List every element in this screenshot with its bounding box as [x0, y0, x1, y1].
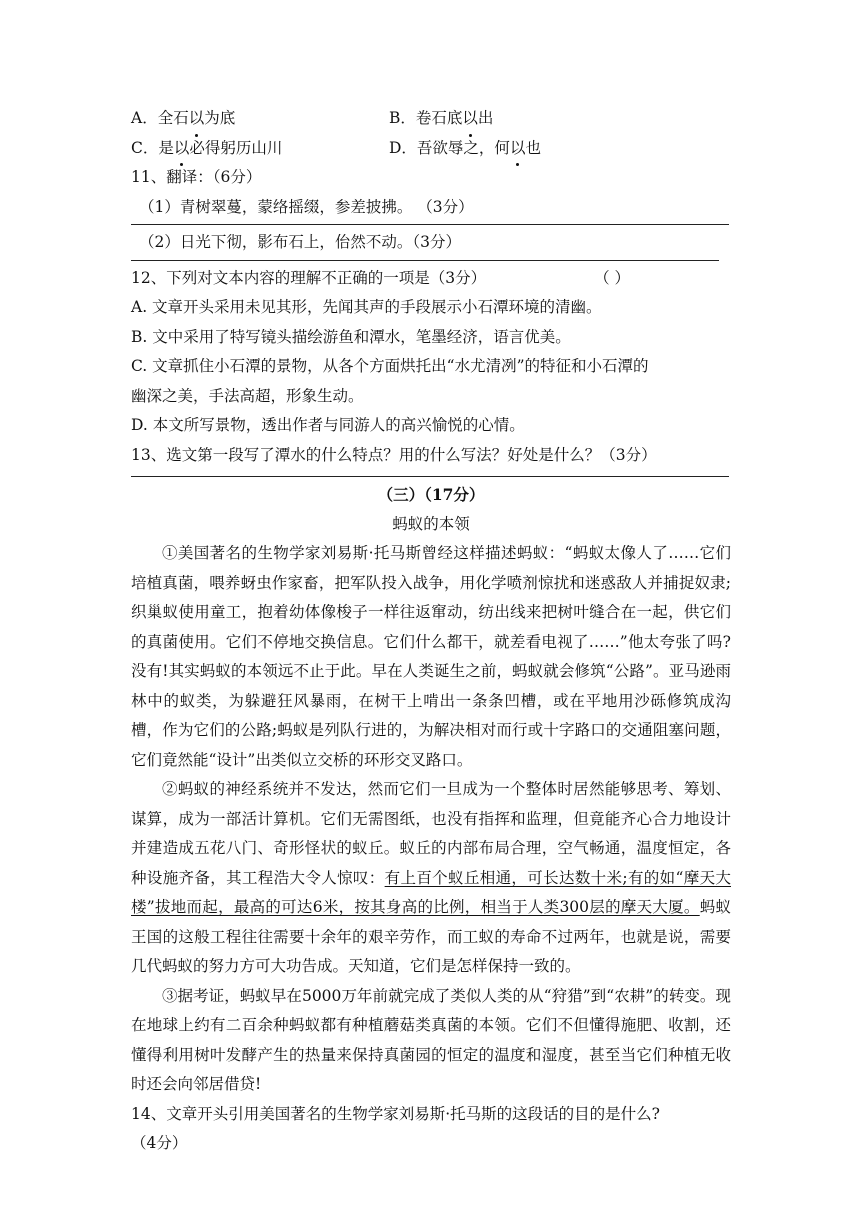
q10-option-a: A．全石以为底 [131, 104, 389, 134]
passage-title: 蚂蚁的本领 [392, 514, 470, 533]
q12-option-c-line-1: C. 文章抓住小石潭的景物，从各个方面烘托出“水尤清冽”的特征和小石潭的 [131, 357, 649, 375]
passage-paragraph-1: ①美国著名的生物学家刘易斯·托马斯曾经这样描述蚂蚁：“蚂蚁太像人了……它们培植真菌，喂养蚜虫作家畜，把军队投入战争，用化学喷剂惊扰和迷惑敌人并捕捉奴隶;织巢蚁使用童工，抱着幼体像梭子一样往返窜动，纺出线来把树叶缝合在一起，供它们的真菌使用。它们不停地交换信息。它们什么都干，就差看电视了……”他太夸张了吗?没有!其实蚂蚁的本领远不止于此。早在人类诞生之前，蚂蚁就会修筑“公路”。亚马逊雨林中的蚁类，为躲避狂风暴雨，在树干上啃出一条条凹槽，或在平地用沙砾修筑成沟槽，作为它们的公路;蚂蚁是列队行进的，为解决相对而行或十字路口的交通阻塞问题，它们竟然能“设计”出类似立交桥的环形交叉路口。 [131, 544, 731, 769]
q10-options-row-2 [131, 134, 731, 164]
q11-item-1: （1）青树翠蔓，蒙络摇缀，参差披拂。 （3分） [139, 197, 474, 216]
q14-title: 14、文章开头引用美国著名的生物学家刘易斯·托马斯的这段话的目的是什么? [131, 1104, 660, 1123]
q10-option-d: D．吾欲辱之，何以也 [389, 134, 541, 164]
q10-options-row-1 [131, 104, 731, 134]
passage-paragraph-2: ②蚂蚁的神经系统并不发达，然而它们一旦成为一个整体时居然能够思考、筹划、谋算，成为一部活计算机。它们无需图纸，也没有指挥和监理，但竟能齐心合力地设计并建造成五花八门、奇形怪状的蚁丘。蚁丘的内部布局合理，空气畅通，温度恒定，各种设施齐备，其工程浩大令人惊叹：有上百个蚁丘相通，可长达数十米;有的如“摩天大楼”拔地而起，最高的可达6米，按其身高的比例，相当于人类300层的摩天大厦。蚂蚁王国的这般工程往往需要十余年的艰辛劳作，而工蚁的寿命不过两年，也就是说，需要几代蚂蚁的努力方可大功告成。天知道，它们是怎样保持一致的。 [131, 780, 731, 975]
passage-paragraph-3: ③据考证，蚂蚁早在5000万年前就完成了类似人类的从“狩猎”到“农耕”的转变。现在地球上约有二百余种蚂蚁都有种植蘑菇类真菌的本领。它们不但懂得施肥、收割，还懂得利用树叶发酵产生的热量来保持真菌园的恒定的温度和湿度，甚至当它们种植无收时还会向邻居借贷! [131, 986, 731, 1093]
exam-page [131, 104, 731, 1159]
q13-title: 13、选文第一段写了潭水的什么特点？用的什么写法？好处是什么？（3分） [131, 445, 657, 464]
answer-line-q11-1[interactable] [131, 224, 729, 225]
q14-points: （4分） [131, 1134, 188, 1152]
q11-item-2: （2）日光下彻，影布石上，佁然不动。（3分） [139, 233, 461, 251]
answer-line-q11-2[interactable] [131, 260, 719, 261]
q10-option-c: C．是以必得躬历山川 [131, 134, 389, 164]
q12-title: 12、下列对文本内容的理解不正确的一项是（3分） （ ） [131, 264, 731, 294]
q10-option-b: B．卷石底以出 [389, 104, 493, 134]
answer-line-q13[interactable] [131, 476, 729, 477]
q12-answer-paren[interactable]: （ ） [594, 268, 631, 287]
q12-option-a: A. 文章开头采用未见其形，先闻其声的手段展示小石潭环境的清幽。 [131, 298, 602, 316]
q12-option-d: D. 本文所写景物，透出作者与同游人的高兴愉悦的心情。 [131, 416, 525, 434]
section-header: （三）（17分） [377, 485, 485, 504]
q11-title: 11、翻译：（6分） [131, 168, 262, 186]
q12-option-c-line-2: 幽深之美，手法高超，形象生动。 [131, 386, 364, 405]
q12-option-b: B. 文中采用了特写镜头描绘游鱼和潭水，笔墨经济，语言优美。 [131, 327, 571, 346]
underlined-sentence: 有上百个蚁丘相通，可长达数十米;有的如“摩天大楼”拔地而起，最高的可达6米，按其身高的比例，相当于人类300层的摩天大厦。 [131, 868, 731, 916]
